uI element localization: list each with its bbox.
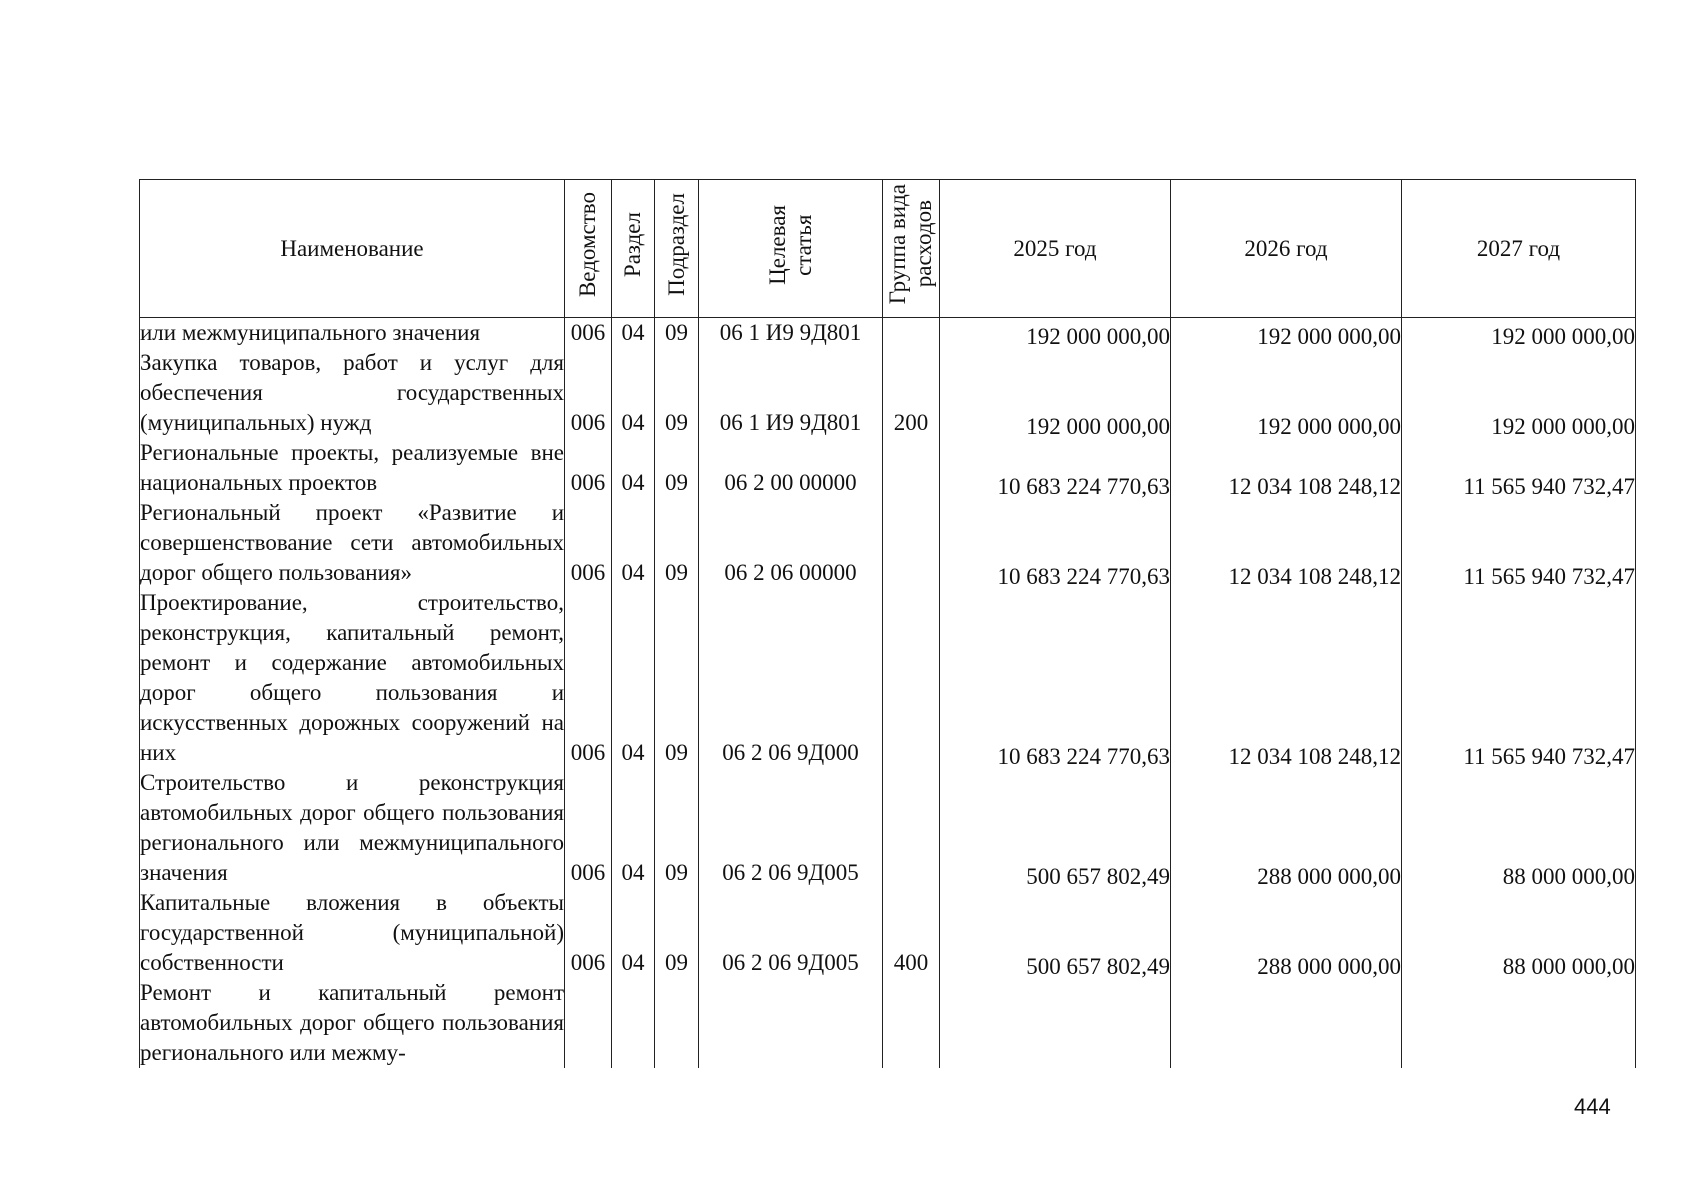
row-razdel: 04 — [612, 348, 655, 438]
row-razdel: 04 — [612, 888, 655, 978]
header-name: Наименование — [140, 180, 565, 318]
table-row — [140, 888, 1636, 978]
row-amount-2026 — [1171, 978, 1402, 1068]
table-row — [140, 588, 1636, 768]
header-2025: 2025 год — [940, 180, 1171, 318]
row-razdel: 04 — [612, 768, 655, 888]
row-gruppa — [883, 588, 940, 768]
row-vedomstvo: 006 — [565, 498, 612, 588]
header-vedomstvo: Ведомство — [565, 180, 612, 318]
page-number: 444 — [1574, 1094, 1611, 1119]
row-podrazdel: 09 — [655, 348, 699, 438]
table-row — [140, 498, 1636, 588]
row-razdel — [612, 978, 655, 1068]
row-amount-2027: 11 565 940 732,47 — [1402, 498, 1636, 588]
row-gruppa — [883, 318, 940, 349]
row-podrazdel: 09 — [655, 438, 699, 498]
row-name: Капитальные вложения в объекты государственной (муниципальной) собственности — [140, 888, 565, 978]
row-gruppa — [883, 768, 940, 888]
row-amount-2025: 192 000 000,00 — [940, 318, 1171, 349]
row-podrazdel: 09 — [655, 768, 699, 888]
row-gruppa — [883, 978, 940, 1068]
row-celevaya-statya — [699, 978, 883, 1068]
row-podrazdel — [655, 978, 699, 1068]
row-amount-2026: 12 034 108 248,12 — [1171, 588, 1402, 768]
row-amount-2026: 288 000 000,00 — [1171, 768, 1402, 888]
row-vedomstvo: 006 — [565, 768, 612, 888]
header-razdel: Раздел — [612, 180, 655, 318]
row-name: Региональный проект «Развитие и совершенствование сети автомобильных дорог общего пользования» — [140, 498, 565, 588]
row-amount-2026: 12 034 108 248,12 — [1171, 438, 1402, 498]
row-razdel: 04 — [612, 318, 655, 349]
row-amount-2025: 500 657 802,49 — [940, 888, 1171, 978]
table-header-row — [140, 180, 1636, 318]
row-amount-2025: 10 683 224 770,63 — [940, 438, 1171, 498]
row-amount-2027: 88 000 000,00 — [1402, 888, 1636, 978]
row-podrazdel: 09 — [655, 888, 699, 978]
row-podrazdel: 09 — [655, 318, 699, 349]
row-vedomstvo — [565, 978, 612, 1068]
row-gruppa: 400 — [883, 888, 940, 978]
row-vedomstvo: 006 — [565, 588, 612, 768]
row-name: Строительство и реконструкция автомобильных дорог общего пользования регионального или межмуниципального значения — [140, 768, 565, 888]
row-amount-2026: 192 000 000,00 — [1171, 348, 1402, 438]
row-amount-2025 — [940, 978, 1171, 1068]
row-gruppa — [883, 498, 940, 588]
row-vedomstvo: 006 — [565, 348, 612, 438]
row-razdel: 04 — [612, 498, 655, 588]
table-row — [140, 438, 1636, 498]
row-podrazdel: 09 — [655, 498, 699, 588]
row-razdel: 04 — [612, 438, 655, 498]
row-amount-2027: 11 565 940 732,47 — [1402, 588, 1636, 768]
header-2027: 2027 год — [1402, 180, 1636, 318]
table-row — [140, 978, 1636, 1068]
row-amount-2025: 192 000 000,00 — [940, 348, 1171, 438]
table-row — [140, 768, 1636, 888]
row-gruppa — [883, 438, 940, 498]
table-row — [140, 348, 1636, 438]
row-celevaya-statya: 06 2 06 9Д005 — [699, 888, 883, 978]
row-celevaya-statya: 06 2 06 9Д005 — [699, 768, 883, 888]
row-amount-2025: 500 657 802,49 — [940, 768, 1171, 888]
row-vedomstvo: 006 — [565, 888, 612, 978]
row-amount-2025: 10 683 224 770,63 — [940, 588, 1171, 768]
table-row — [140, 318, 1636, 349]
row-amount-2027: 88 000 000,00 — [1402, 768, 1636, 888]
row-celevaya-statya: 06 1 И9 9Д801 — [699, 318, 883, 349]
row-celevaya-statya: 06 2 06 9Д000 — [699, 588, 883, 768]
row-vedomstvo: 006 — [565, 438, 612, 498]
row-gruppa: 200 — [883, 348, 940, 438]
row-podrazdel: 09 — [655, 588, 699, 768]
row-amount-2026: 12 034 108 248,12 — [1171, 498, 1402, 588]
budget-table — [139, 179, 1636, 1068]
row-name: Проектирование, строительство, реконструкция, капитальный ремонт, ремонт и содержание автомобильных дорог общего пользования и искусственных дорожных сооружений на них — [140, 588, 565, 768]
row-amount-2027: 192 000 000,00 — [1402, 348, 1636, 438]
header-2026: 2026 год — [1171, 180, 1402, 318]
row-celevaya-statya: 06 2 06 00000 — [699, 498, 883, 588]
row-amount-2026: 288 000 000,00 — [1171, 888, 1402, 978]
row-amount-2025: 10 683 224 770,63 — [940, 498, 1171, 588]
row-amount-2027: 11 565 940 732,47 — [1402, 438, 1636, 498]
row-amount-2027: 192 000 000,00 — [1402, 318, 1636, 349]
row-razdel: 04 — [612, 588, 655, 768]
row-name: Ремонт и капитальный ремонт автомобильных дорог общего пользования регионального или межму- — [140, 978, 565, 1068]
row-name: Закупка товаров, работ и услуг для обеспечения государственных (муниципальных) нужд — [140, 348, 565, 438]
row-name: Региональные проекты, реализуемые вне национальных проектов — [140, 438, 565, 498]
header-celevaya-statya: Целевая статья — [699, 180, 883, 318]
row-amount-2027 — [1402, 978, 1636, 1068]
row-celevaya-statya: 06 1 И9 9Д801 — [699, 348, 883, 438]
row-vedomstvo: 006 — [565, 318, 612, 349]
header-gruppa-vida-rashodov: Группа вида расходов — [883, 180, 940, 318]
row-amount-2026: 192 000 000,00 — [1171, 318, 1402, 349]
row-name: или межмуниципального значения — [140, 318, 565, 349]
header-podrazdel: Подраздел — [655, 180, 699, 318]
row-celevaya-statya: 06 2 00 00000 — [699, 438, 883, 498]
